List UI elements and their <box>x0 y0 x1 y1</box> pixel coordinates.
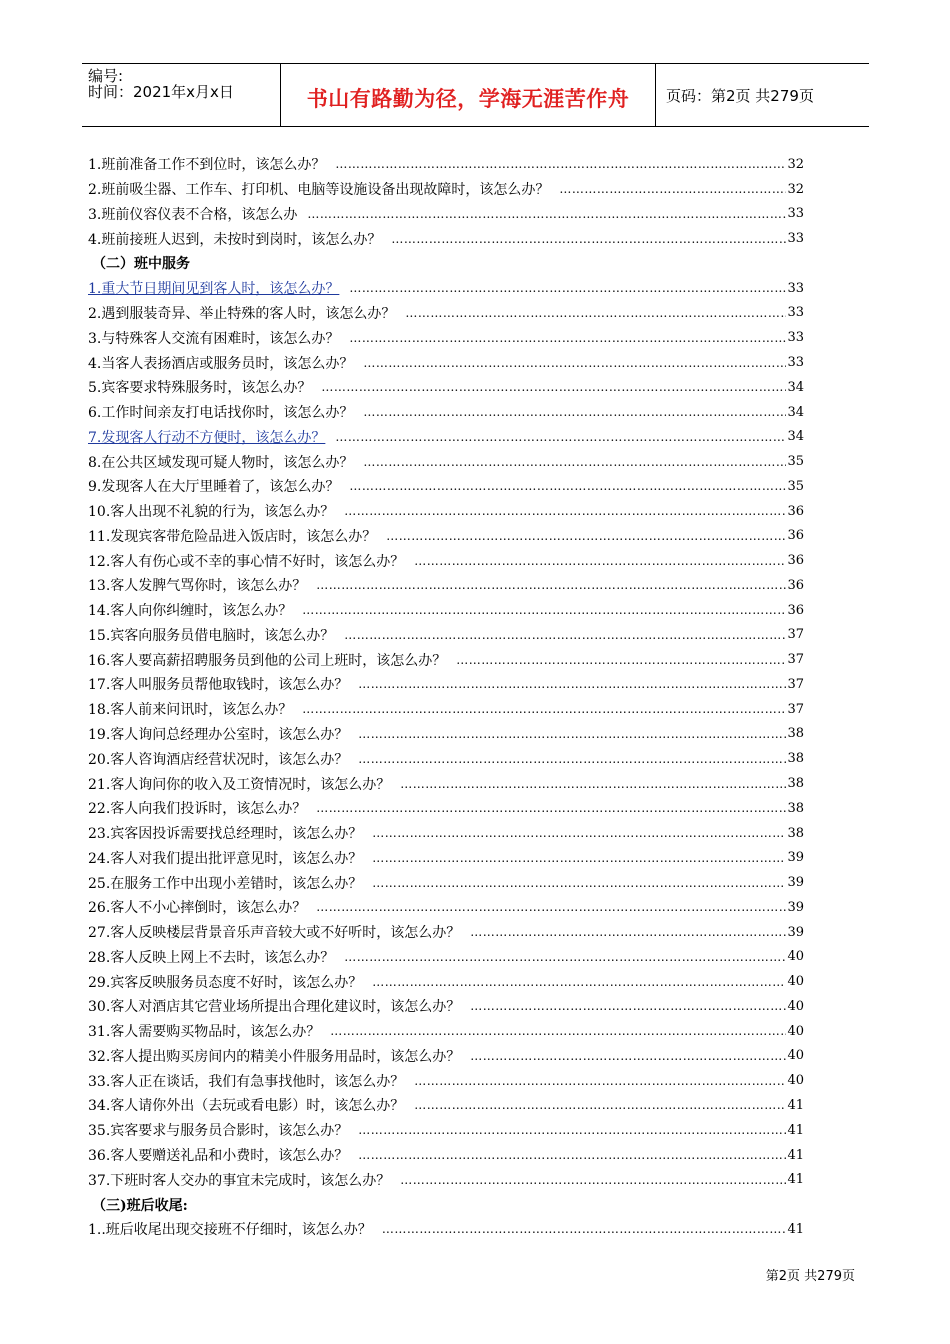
toc-entry-title: 33.客人正在谈话，我们有急事找他时，该怎么办？ <box>88 1073 405 1090</box>
toc-entry-page: 38 <box>787 825 804 841</box>
toc-entry-title: 2.班前吸尘器、工作车、打印机、电脑等设施设备出现故障时，该怎么办？ <box>88 182 550 199</box>
dot-leader <box>358 751 786 767</box>
toc-entry-page: 41 <box>787 1097 804 1113</box>
dot-leader <box>307 206 786 222</box>
toc-entry-title: 17.客人叫服务员帮他取钱时，该怎么办？ <box>88 677 349 694</box>
toc-entry <box>88 375 804 400</box>
toc-entry-title: 28.客人反映上网上不去时，该怎么办？ <box>88 949 335 966</box>
toc-entry-page: 40 <box>787 974 804 990</box>
toc-entry <box>88 1093 804 1118</box>
toc-entry-title: 14.客人向你纠缠时，该怎么办？ <box>88 603 293 620</box>
toc-entry-title: 31.客人需要购买物品时，该怎么办？ <box>88 1024 321 1041</box>
toc-entry-title: 18.客人前来问讯时，该怎么办？ <box>88 702 293 719</box>
toc-entry-page: 41 <box>787 1172 804 1188</box>
toc-entry <box>88 474 804 499</box>
toc-entry-page: 34 <box>787 379 804 395</box>
dot-leader <box>391 231 786 247</box>
dot-leader <box>386 528 786 544</box>
toc-entry-title: 3.与特殊客人交流有困难时，该怎么办？ <box>88 330 340 347</box>
toc-entry <box>88 226 804 251</box>
dot-leader <box>344 949 786 965</box>
toc-entry-title: 16.客人要高薪招聘服务员到他的公司上班时，该怎么办？ <box>88 652 447 669</box>
toc-entry <box>88 573 804 598</box>
toc-entry <box>88 821 804 846</box>
toc-entry <box>88 771 804 796</box>
toc-entry-title: 9.发现客人在大厅里睡着了，该怎么办？ <box>88 479 340 496</box>
toc-entry-page: 38 <box>787 751 804 767</box>
toc-entry <box>88 1167 804 1192</box>
dot-leader <box>335 156 786 172</box>
toc-entry-page: 33 <box>787 280 804 296</box>
table-of-contents <box>88 152 804 1242</box>
dot-leader <box>321 379 786 395</box>
dot-leader <box>358 1147 786 1163</box>
toc-entry <box>88 202 804 227</box>
toc-entry-page: 41 <box>787 1147 804 1163</box>
dot-leader <box>316 899 786 915</box>
toc-entry-title: 2.遇到服装奇异、举止特殊的客人时，该怎么办？ <box>88 305 396 322</box>
toc-entry-title: 32.客人提出购买房间内的精美小件服务用品时，该怎么办？ <box>88 1048 461 1065</box>
toc-entry-page: 32 <box>787 156 804 172</box>
toc-entry <box>88 945 804 970</box>
toc-group-before <box>88 152 804 251</box>
toc-entry-page: 33 <box>787 231 804 247</box>
header-page-cell <box>654 64 869 126</box>
toc-entry <box>88 499 804 524</box>
header-table <box>82 63 869 127</box>
toc-entry-page: 41 <box>787 1221 804 1237</box>
toc-entry-page: 36 <box>787 553 804 569</box>
toc-entry <box>88 1118 804 1143</box>
toc-entry-page: 37 <box>787 676 804 692</box>
number-label: 编号: <box>88 67 124 85</box>
toc-entry-page: 38 <box>787 776 804 792</box>
toc-entry <box>88 994 804 1019</box>
page-footer: 第2页 共279页 <box>765 1269 855 1284</box>
toc-entry <box>88 350 804 375</box>
motto-text: 书山有路勤为径，学海无涯苦作舟 <box>306 87 630 111</box>
toc-entry-page: 39 <box>787 899 804 915</box>
toc-entry-page: 40 <box>787 998 804 1014</box>
toc-entry-page: 35 <box>787 454 804 470</box>
dot-leader <box>363 454 786 470</box>
toc-entry <box>88 1044 804 1069</box>
dot-leader <box>349 280 786 296</box>
toc-entry-page: 33 <box>787 305 804 321</box>
header-meta-cell <box>82 64 280 126</box>
toc-entry-title: 5.宾客要求特殊服务时，该怎么办？ <box>88 380 312 397</box>
dot-leader <box>349 330 786 346</box>
toc-entry-page: 34 <box>787 404 804 420</box>
dot-leader <box>470 1048 786 1064</box>
dot-leader <box>302 701 786 717</box>
toc-entry-page: 39 <box>787 875 804 891</box>
dot-leader <box>414 1073 786 1089</box>
dot-leader <box>405 305 786 321</box>
dot-leader <box>400 776 786 792</box>
toc-entry <box>88 920 804 945</box>
toc-entry-title: 4.班前接班人迟到，未按时到岗时，该怎么办？ <box>88 231 382 248</box>
toc-entry[interactable] <box>88 424 804 449</box>
toc-entry-title: 30.客人对酒店其它营业场所提出合理化建议时，该怎么办？ <box>88 999 461 1016</box>
toc-entry-title: 3.班前仪容仪表不合格，该怎么办 <box>88 206 298 223</box>
toc-entry-page: 37 <box>787 627 804 643</box>
page-number-label: 页码：第2页 共279页 <box>666 87 814 105</box>
toc-entry-title: 11.发现宾客带危险品进入饭店时，该怎么办？ <box>88 528 377 545</box>
toc-entry <box>88 969 804 994</box>
toc-entry-page: 38 <box>787 800 804 816</box>
toc-entry <box>88 697 804 722</box>
toc-entry <box>88 647 804 672</box>
dot-leader <box>414 553 786 569</box>
dot-leader <box>372 875 786 891</box>
section-heading-after-shift: （三)班后收尾: <box>92 1197 188 1214</box>
toc-entry <box>88 870 804 895</box>
toc-entry <box>88 746 804 771</box>
toc-entry <box>88 1019 804 1044</box>
toc-entry-title: 12.客人有伤心或不幸的事心情不好时，该怎么办？ <box>88 553 405 570</box>
toc-entry-page: 40 <box>787 1048 804 1064</box>
toc-entry-link[interactable]: 1.重大节日期间见到客人时，该怎么办？ <box>88 281 340 298</box>
toc-entry <box>88 623 804 648</box>
dot-leader <box>470 998 786 1014</box>
toc-entry-title: 1.班前准备工作不到位时，该怎么办？ <box>88 157 326 174</box>
toc-entry-page: 40 <box>787 1073 804 1089</box>
dot-leader <box>470 924 786 940</box>
toc-entry-page: 38 <box>787 726 804 742</box>
toc-entry-page: 33 <box>787 206 804 222</box>
section-heading-in-shift: （二）班中服务 <box>92 256 190 273</box>
toc-entry <box>88 1143 804 1168</box>
toc-entry-title: 1..班后收尾出现交接班不仔细时，该怎么办？ <box>88 1222 372 1239</box>
toc-entry <box>88 1068 804 1093</box>
toc-entry-link[interactable]: 7.发现客人行动不方便时，该怎么办？ <box>88 429 326 446</box>
toc-entry-title: 26.客人不小心摔倒时，该怎么办？ <box>88 900 307 917</box>
toc-entry-title: 35.宾客要求与服务员合影时，该怎么办？ <box>88 1123 349 1140</box>
toc-entry-page: 36 <box>787 528 804 544</box>
dot-leader <box>302 602 786 618</box>
toc-entry-page: 34 <box>787 429 804 445</box>
dot-leader <box>358 1122 786 1138</box>
toc-entry <box>88 548 804 573</box>
dot-leader <box>344 627 786 643</box>
toc-entry-title: 6.工作时间亲友打电话找你时，该怎么办？ <box>88 405 354 422</box>
toc-entry-page: 36 <box>787 577 804 593</box>
dot-leader <box>330 1023 786 1039</box>
toc-entry-title: 29.宾客反映服务员态度不好时，该怎么办？ <box>88 974 363 991</box>
dot-leader <box>400 1172 786 1188</box>
toc-entry-page: 40 <box>787 1023 804 1039</box>
toc-entry <box>88 400 804 425</box>
toc-entry-page: 37 <box>787 701 804 717</box>
toc-group-after-shift <box>88 1217 804 1242</box>
toc-entry <box>88 1217 804 1242</box>
toc-entry-title: 37.下班时客人交办的事宜未完成时，该怎么办？ <box>88 1172 391 1189</box>
toc-entry-title: 19.客人询问总经理办公室时，该怎么办？ <box>88 726 349 743</box>
toc-entry-title: 10.客人出现不礼貌的行为，该怎么办？ <box>88 504 335 521</box>
toc-entry <box>88 523 804 548</box>
toc-entry <box>88 796 804 821</box>
toc-entry <box>88 598 804 623</box>
toc-entry <box>88 177 804 202</box>
toc-entry[interactable] <box>88 276 804 301</box>
toc-entry-page: 37 <box>787 652 804 668</box>
dot-leader <box>349 478 786 494</box>
dot-leader <box>414 1097 786 1113</box>
toc-entry-page: 32 <box>787 181 804 197</box>
dot-leader <box>335 429 786 445</box>
dot-leader <box>559 181 786 197</box>
toc-entry-title: 22.客人向我们投诉时，该怎么办？ <box>88 801 307 818</box>
toc-entry <box>88 301 804 326</box>
toc-entry <box>88 722 804 747</box>
toc-entry <box>88 325 804 350</box>
dot-leader <box>456 652 786 668</box>
toc-entry <box>88 672 804 697</box>
toc-entry <box>88 152 804 177</box>
dot-leader <box>372 850 786 866</box>
dot-leader <box>358 726 786 742</box>
toc-entry-page: 36 <box>787 602 804 618</box>
header-motto-cell <box>280 64 656 126</box>
toc-entry-page: 39 <box>787 924 804 940</box>
dot-leader <box>372 974 786 990</box>
toc-entry <box>88 449 804 474</box>
toc-entry-title: 8.在公共区域发现可疑人物时，该怎么办？ <box>88 454 354 471</box>
toc-entry-page: 33 <box>787 355 804 370</box>
dot-leader <box>316 800 786 816</box>
toc-entry-title: 20.客人咨询酒店经营状况时，该怎么办？ <box>88 751 349 768</box>
toc-entry-page: 41 <box>787 1122 804 1138</box>
toc-entry-page: 36 <box>787 503 804 519</box>
dot-leader <box>358 676 786 692</box>
toc-entry <box>88 845 804 870</box>
toc-entry-page: 33 <box>787 330 804 346</box>
toc-entry-title: 23.宾客因投诉需要找总经理时，该怎么办？ <box>88 826 363 843</box>
toc-entry-title: 4.当客人表扬酒店或服务员时，该怎么办？ <box>88 355 354 372</box>
toc-entry-title: 15.宾客向服务员借电脑时，该怎么办？ <box>88 627 335 644</box>
toc-entry-title: 25.在服务工作中出现小差错时，该怎么办？ <box>88 875 363 892</box>
toc-entry-title: 36.客人要赠送礼品和小费时，该怎么办？ <box>88 1148 349 1164</box>
dot-leader <box>316 577 786 593</box>
toc-entry-title: 27.客人反映楼层背景音乐声音较大或不好听时，该怎么办？ <box>88 925 461 942</box>
dot-leader <box>372 825 786 841</box>
toc-entry-title: 34.客人请你外出（去玩或看电影）时，该怎么办？ <box>88 1098 405 1115</box>
toc-entry-page: 39 <box>787 850 804 866</box>
toc-entry-title: 21.客人询问你的收入及工资情况时，该怎么办？ <box>88 776 391 793</box>
dot-leader <box>363 404 786 420</box>
toc-entry <box>88 895 804 920</box>
toc-entry-page: 40 <box>787 949 804 965</box>
toc-group-in-shift <box>88 276 804 1192</box>
toc-entry-title: 24.客人对我们提出批评意见时，该怎么办？ <box>88 850 363 867</box>
dot-leader <box>382 1221 787 1237</box>
toc-entry-page: 35 <box>787 478 804 494</box>
time-label: 时间：2021年x月x日 <box>88 83 234 101</box>
dot-leader <box>344 503 786 519</box>
toc-entry-title: 13.客人发脾气骂你时，该怎么办？ <box>88 578 307 595</box>
dot-leader <box>363 355 786 371</box>
